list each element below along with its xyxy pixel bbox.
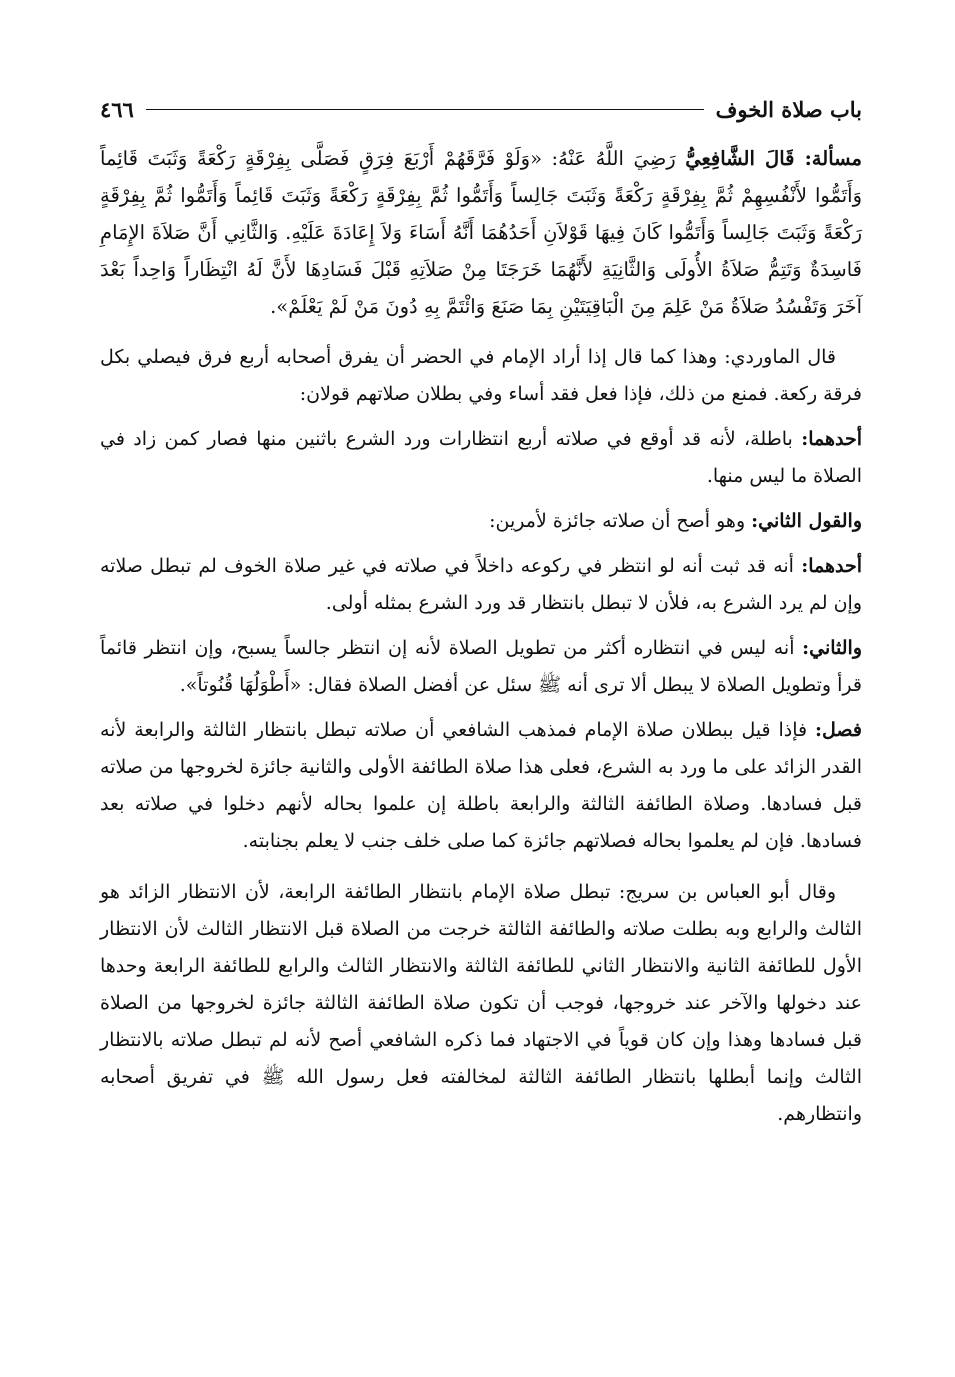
chapter-title: باب صلاة الخوف — [715, 96, 862, 122]
paragraph-text: قال الماوردي: وهذا كما قال إذا أراد الإمام في الحضر أن يفرق أصحابه أربع فرق فيصلي بكل فرقة ركعة. فمنع من ذلك، فإذا فعل فقد أساء وفي بطلان صلاتهم قولان: — [100, 346, 862, 405]
paragraph-text: فإذا قيل ببطلان صلاة الإمام فمذهب الشافعي أن صلاته تبطل بانتظار الثالثة والرابعة لأنه القدر الزائد على ما ورد به الشرع، فعلى هذا صلاة الطائفة الأولى والثانية جائزة لخروجها من صلاته قبل فسادها. وصلاة الطائفة الثالثة والرابعة باطلة إن علموا بحاله لأنهم دخلوا في صلاته بعد فسادها. فإن لم يعلموا بحاله فصلاتهم جائزة كما صلى خلف جنب لا يعلم بجنابته. — [100, 719, 862, 852]
paragraph-first-opinion — [100, 421, 862, 495]
paragraph-lead: أحدهما: — [801, 555, 862, 577]
header-rule — [146, 109, 704, 110]
paragraph-fasl — [100, 712, 862, 860]
paragraph-lead: أحدهما: — [801, 428, 862, 450]
paragraph-text: رَضِيَ اللَّهُ عَنْهُ: «وَلَوْ فَرَّقَهُمْ أَرْبَعَ فِرَقٍ فَصَلَّى بِفِرْقَةٍ رَكْعَةً وَثَبَتَ قَائِماً وَأَتَمُّوا لأَنْفُسِهِمْ ثُمَّ بِفِرْقَةٍ رَكْعَةً وَثَبَتَ جَالِساً وَأَتَمُّوا ثُمَّ بِفِرْقَةٍ رَكْعَةً وَثَبَتَ قَائِماً وَأَتَمُّوا ثُمَّ بِفِرْقَةٍ رَكْعَةً وَثَبَتَ جَالِساً وَأَتَمُّوا كَانَ فِيهَا قَوْلاَنِ أَحَدُهُمَا أَنَّهُ أَسَاءَ وَلاَ إِعَادَةَ عَلَيْهِ. وَالثَّانِي أَنَّ صَلاَةَ الإِمَامِ فَاسِدَةٌ وَتَتِمُّ صَلاَةُ الأُولَى وَالثَّانِيَةِ لأَنَّهُمَا خَرَجَتَا مِنْ صَلاَتِهِ قَبْلَ فَسَادِهَا لأَنَّ لَهُ انْتِظَاراً وَاحِداً بَعْدَ آخَرَ وَتَفْسُدُ صَلاَةُ مَنْ عَلِمَ مِنَ الْبَاقِيَتَيْنِ بِمَا صَنَعَ وَائْتَمَّ بِهِ دُونَ مَنْ لَمْ يَعْلَمْ». — [100, 147, 862, 318]
paragraph-text: وهو أصح أن صلاته جائزة لأمرين: — [489, 510, 752, 532]
paragraph-mawardi — [100, 339, 862, 413]
paragraph-lead: مسألة: قَالَ الشَّافِعِيُّ — [685, 147, 862, 170]
page-number: ٤٦٦ — [100, 96, 134, 122]
paragraph-text: باطلة، لأنه قد أوقع في صلاته أربع انتظارات ورد الشرع باثنين منها فصار كمن زاد في الصلاة ما ليس منها. — [100, 428, 862, 487]
paragraph-text: أنه قد ثبت أنه لو انتظر في ركوعه داخلاً في صلاته في غير صلاة الخوف لم تبطل صلاته وإن لم يرد الشرع به، فلأن لا تبطل بانتظار قد ورد الشرع بمثله أولى. — [100, 555, 862, 614]
paragraph-lead: والقول الثاني: — [751, 510, 862, 532]
paragraph-masala — [100, 140, 862, 325]
paragraph-lead: والثاني: — [802, 637, 862, 659]
paragraph-lead: فصل: — [815, 719, 862, 741]
page-body — [100, 140, 862, 1141]
paragraph-ibn-surayj — [100, 874, 862, 1133]
paragraph-reason-two — [100, 630, 862, 704]
running-header — [100, 92, 862, 126]
paragraph-reason-one — [100, 548, 862, 622]
paragraph-text: وقال أبو العباس بن سريج: تبطل صلاة الإمام بانتظار الطائفة الرابعة، لأن الانتظار الزائد هو الثالث والرابع وبه بطلت صلاته والطائفة الثالثة خرجت من الصلاة قبل الانتظار الثالث لأن الانتظار الأول للطائفة الثانية والانتظار الثاني للطائفة الثالثة والانتظار الثالث والرابع للطائفة الرابعة وحدها عند دخولها والآخر عند خروجها، فوجب أن تكون صلاة الطائفة الثالثة جائزة لخروجها من الصلاة قبل فسادها وهذا وإن كان قوياً في الاجتهاد فما ذكره الشافعي أصح لأنه لم تبطل صلاته بالانتظار الثالث وإنما أبطلها بانتظار الطائفة الثالثة لمخالفته فعل رسول الله ﷺ في تفريق أصحابه وانتظارهم. — [100, 881, 862, 1125]
paragraph-second-opinion — [100, 503, 862, 540]
paragraph-text: أنه ليس في انتظاره أكثر من تطويل الصلاة لأنه إن انتظر جالساً يسبح، وإن انتظر قائماً قرأ وتطويل الصلاة لا يبطل ألا ترى أنه ﷺ سئل عن أفضل الصلاة فقال: «أَطْوَلُهَا قُنُوتاً». — [100, 637, 862, 696]
